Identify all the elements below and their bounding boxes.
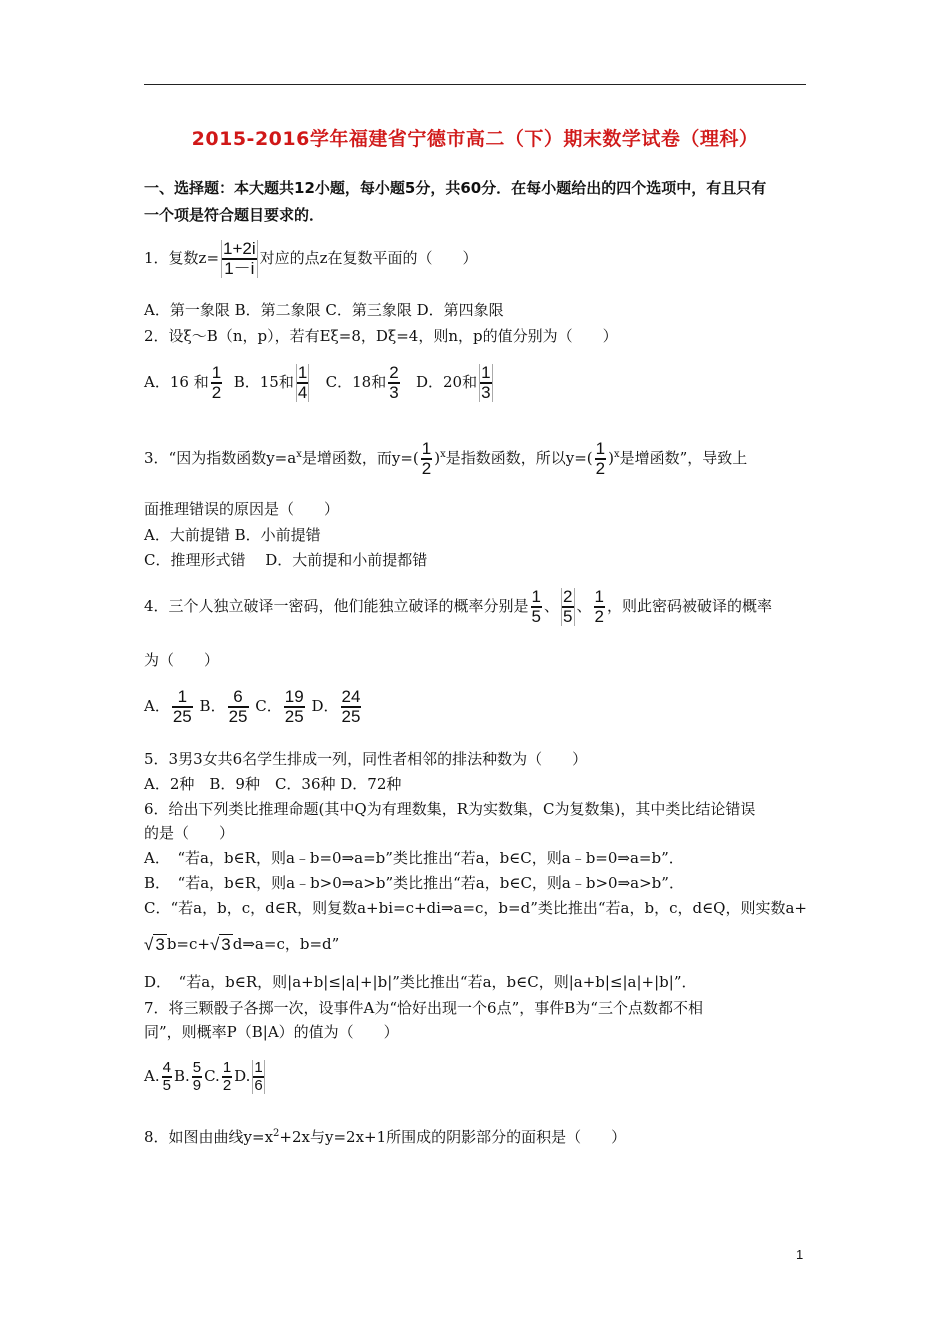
- q7-option-c-label: C.: [204, 1066, 220, 1085]
- q7-option-b: [174, 1060, 204, 1094]
- question-6-option-c-line-1: C．“若a，b，c，d∈R，则复数a+bi=c+di⇒a=c，b=d”类比推出“若a，b，c，d∈Q，则实数a+: [144, 899, 807, 917]
- q2-option-b-fraction: [296, 364, 309, 402]
- q4-f3-num: 1: [594, 587, 604, 606]
- question-6-stem-line-2: 的是（ ）: [144, 824, 235, 842]
- q3-f2-num: 1: [595, 439, 606, 458]
- q4-option-a-fraction: [172, 688, 193, 726]
- q3-fraction-1: [421, 440, 432, 478]
- section-heading-line-1: 一、选择题：本大题共12小题，每小题5分，共60分．在每小题给出的四个选项中，有且只有: [144, 179, 767, 197]
- q8-part-1: 8．如图由曲线y=x: [144, 1128, 274, 1146]
- section-heading-line-2: 一个项是符合题目要求的．: [144, 206, 325, 224]
- q8-sup: 2: [273, 1128, 280, 1139]
- q7-option-d: [234, 1060, 267, 1094]
- q4-option-d-fraction: [341, 688, 362, 726]
- question-3-stem-line-2: 面推理错误的原因是（ ）: [144, 500, 340, 518]
- question-6-option-d: D． “若a，b∈R，则|a+b|≤|a|+|b|”类比推出“若a，b∈C，则|a+b|≤|a|+|b|”．: [144, 973, 697, 991]
- q6-c2-end: d⇒a=c，b=d”: [232, 935, 340, 953]
- q4-f2-den: 5: [563, 606, 573, 626]
- q7-option-d-label: D.: [234, 1066, 251, 1085]
- question-1-stem: [144, 240, 810, 278]
- q7-c-num: 1: [222, 1059, 232, 1076]
- q7-d-den: 6: [254, 1076, 263, 1094]
- q7-a-den: 5: [162, 1076, 171, 1094]
- q3-part-4: 是指数函数，所以y=(: [445, 448, 593, 467]
- q3-part-1: 3．“因为指数函数y=a: [144, 448, 297, 467]
- q7-option-a-label: A.: [144, 1066, 160, 1085]
- q1-numerator: 1+2i: [223, 239, 256, 258]
- q3-part-5: ): [608, 448, 614, 467]
- q2-option-d-label: D．20和: [415, 372, 478, 391]
- question-7-options: [144, 1060, 810, 1094]
- q7-option-b-label: B.: [173, 1066, 190, 1085]
- q4-option-d: [311, 688, 363, 726]
- question-7-stem-line-1: 7．将三颗骰子各掷一次，设事件A为“恰好出现一个6点”，事件B为“三个点数都不相: [144, 999, 703, 1017]
- q2-d-den: 3: [481, 382, 491, 402]
- q4-c-den: 25: [284, 706, 304, 726]
- q2-option-a-fraction: [211, 364, 222, 402]
- q7-d-num: 1: [254, 1059, 263, 1076]
- q3-part-3: ): [434, 448, 441, 467]
- q8-part-2: +2x与y=2x+1所围成的阴影部分的面积是（ ）: [279, 1128, 627, 1146]
- q7-b-den: 9: [192, 1076, 202, 1094]
- question-2-options: [144, 364, 810, 402]
- q1-z-eq: z=: [198, 248, 220, 267]
- q4-a-num: 1: [177, 687, 188, 706]
- q4-fraction-2: [561, 588, 574, 626]
- q6-c2-mid: b=c+: [166, 935, 210, 953]
- exam-title: 2015-2016学年福建省宁德市高二（下）期末数学试卷（理科）: [191, 128, 759, 150]
- q1-prefix: 1．复数: [144, 248, 199, 267]
- q2-option-c-label: C．18和: [325, 372, 387, 391]
- q4-option-c-label: C．: [255, 696, 282, 715]
- q7-option-b-fraction: [192, 1060, 202, 1094]
- q4-option-d-label: D．: [311, 696, 339, 715]
- q4-f1-den: 5: [531, 606, 542, 626]
- question-7-stem-line-2: 同”，则概率P（B|A）的值为（ ）: [144, 1023, 399, 1041]
- q4-option-c: [255, 688, 306, 726]
- question-6-option-a: A． “若a，b∈R，则a﹣b=0⇒a=b”类比推出“若a，b∈C，则a﹣b=0⇒a=b”．: [144, 849, 684, 867]
- q4-f3-den: 2: [594, 606, 604, 626]
- q6-sqrt-2-radicand: 3: [221, 935, 231, 954]
- q3-sup-3: x: [613, 448, 620, 460]
- q2-option-c-fraction: [388, 364, 399, 402]
- question-5-options: A．2种 B．9种 C．36种 D．72种: [144, 775, 402, 793]
- q4-f2-num: 2: [563, 587, 573, 606]
- q6-sqrt-1: √ 3: [144, 935, 165, 954]
- q4-option-a: [144, 688, 195, 726]
- question-6-stem-line-1: 6．给出下列类比推理命题(其中Q为有理数集，R为实数集，C为复数集)，其中类比结论错误: [144, 800, 756, 818]
- q3-fraction-2: [595, 440, 606, 478]
- q7-option-c-fraction: [222, 1060, 232, 1094]
- question-4-options: [144, 688, 810, 726]
- q2-option-d: [416, 364, 495, 402]
- question-4-stem: [144, 588, 810, 626]
- q3-f1-num: 1: [421, 439, 432, 458]
- q4-option-c-fraction: [284, 688, 305, 726]
- page-number: 1: [796, 1247, 804, 1262]
- q2-option-a: [144, 364, 224, 402]
- q7-option-c: [204, 1060, 234, 1094]
- question-4-stem-line-2: 为（ ）: [144, 651, 220, 669]
- q2-option-b-label: B．15和: [233, 372, 294, 391]
- q3-f2-den: 2: [595, 458, 606, 478]
- question-2-stem: 2．设ξ～B（n，p），若有Eξ=8，Dξ=4，则n，p的值分别为（ ）: [144, 327, 618, 345]
- q4-f1-num: 1: [531, 587, 542, 606]
- q4-d-den: 25: [341, 706, 361, 726]
- q7-b-num: 5: [192, 1059, 202, 1076]
- q4-fraction-1: [531, 588, 542, 626]
- q4-option-a-label: A．: [144, 696, 170, 715]
- q4-b-num: 6: [233, 687, 243, 706]
- question-3-options-cd: C．推理形式错 D．大前提和小前提都错: [144, 551, 428, 569]
- q3-part-2: 是增函数，而y=(: [301, 448, 419, 467]
- q7-option-d-fraction: [252, 1060, 264, 1094]
- q2-option-d-fraction: [479, 364, 492, 402]
- q3-part-6: 是增函数”，导致上: [619, 448, 748, 467]
- q4-a-den: 25: [172, 706, 192, 726]
- q3-sup-2: x: [440, 448, 446, 460]
- q2-option-c: [326, 364, 402, 402]
- q4-d-num: 24: [341, 687, 361, 706]
- question-3-stem: [144, 440, 810, 478]
- q4-sep-1: 、: [544, 596, 560, 615]
- q2-b-den: 4: [297, 382, 308, 402]
- question-6-option-c-line-2: [144, 934, 810, 955]
- q2-c-num: 2: [389, 363, 399, 382]
- q6-sqrt-1-radicand: 3: [155, 935, 165, 954]
- q2-option-b: [234, 364, 312, 402]
- q4-option-b-fraction: [228, 688, 249, 726]
- question-8-stem: [144, 1124, 810, 1147]
- header-rule: [144, 84, 806, 85]
- q4-option-b-label: B．: [199, 696, 226, 715]
- q1-denominator: 1－i: [224, 258, 255, 278]
- q2-a-num: 1: [211, 363, 222, 382]
- question-5-stem: 5．3男3女共6名学生排成一列，同性者相邻的排法种数为（ ）: [144, 750, 588, 768]
- q2-a-den: 2: [211, 382, 222, 402]
- q7-c-den: 2: [222, 1076, 232, 1094]
- q2-c-den: 3: [389, 382, 399, 402]
- q4-c-num: 19: [284, 687, 304, 706]
- question-6-option-b: B． “若a，b∈R，则a﹣b>0⇒a>b”类比推出“若a，b∈C，则a﹣b>0⇒a>b”．: [144, 874, 684, 892]
- q1-suffix: 对应的点z在复数平面的（ ）: [259, 248, 478, 267]
- question-3-options-ab: A．大前提错 B．小前提错: [144, 526, 321, 544]
- q7-a-num: 4: [162, 1059, 171, 1076]
- q3-sup-1: x: [296, 448, 302, 460]
- q6-sqrt-2: √ 3: [209, 935, 231, 954]
- q4-part-2: ，则此密码被破译的概率: [606, 596, 772, 615]
- q4-part-1: 4．三个人独立破译一密码，他们能独立破译的概率分别是: [144, 596, 529, 615]
- q4-fraction-3: [594, 588, 605, 626]
- q7-option-a-fraction: [162, 1060, 172, 1094]
- q7-option-a: [144, 1060, 174, 1094]
- q4-option-b: [200, 688, 251, 726]
- q2-b-num: 1: [297, 363, 308, 382]
- q4-b-den: 25: [228, 706, 248, 726]
- q2-d-num: 1: [481, 363, 491, 382]
- q1-fraction: [221, 240, 258, 278]
- question-1-options: A．第一象限 B．第二象限 C．第三象限 D．第四象限: [144, 301, 504, 319]
- q4-sep-2: 、: [576, 596, 592, 615]
- q2-option-a-label: A．16 和: [144, 372, 209, 391]
- q3-f1-den: 2: [421, 458, 432, 478]
